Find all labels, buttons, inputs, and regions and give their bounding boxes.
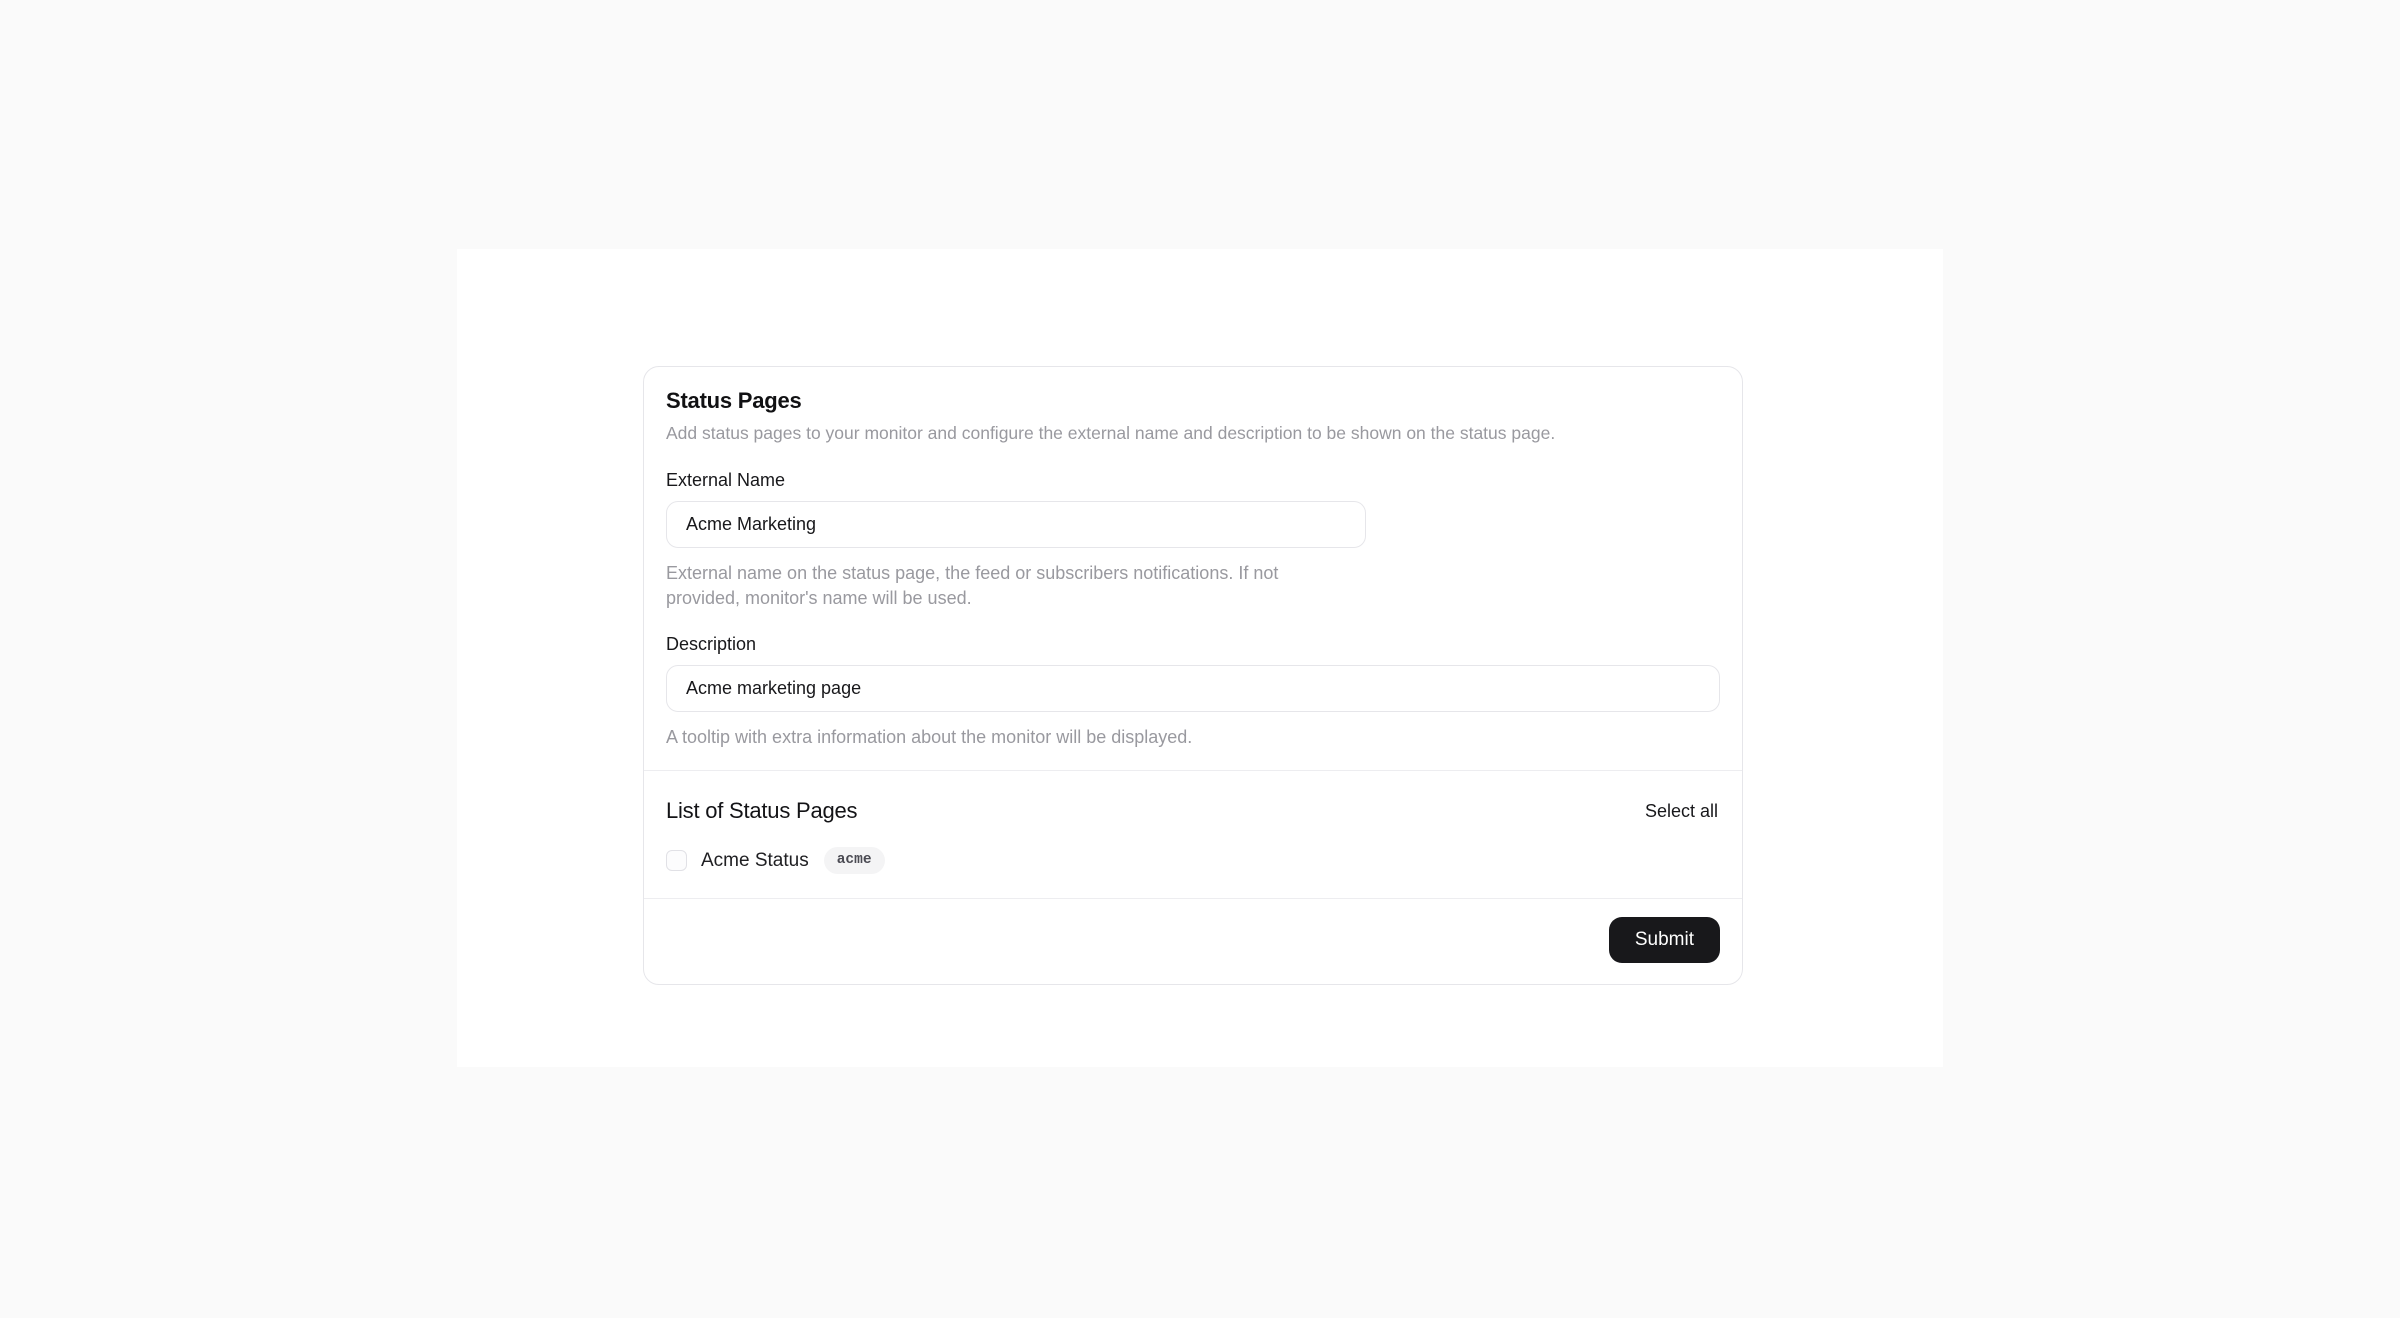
card-footer	[644, 899, 1742, 984]
submit-button[interactable]: Submit	[1609, 917, 1720, 963]
description-field-group	[666, 633, 1720, 750]
status-page-slug-badge: acme	[824, 847, 885, 874]
status-pages-form	[644, 367, 1742, 770]
list-heading: List of Status Pages	[666, 798, 858, 823]
content-surface	[457, 249, 1943, 1067]
select-all-button[interactable]: Select all	[1644, 801, 1718, 821]
list-header	[666, 797, 1720, 825]
external-name-input[interactable]	[666, 501, 1366, 548]
status-page-checkbox[interactable]	[666, 850, 687, 871]
external-name-helper: External name on the status page, the feed or subscribers notifications. If not provided, monitor's name will be used.	[666, 563, 1279, 608]
external-name-label: External Name	[666, 470, 786, 490]
status-pages-card	[643, 366, 1743, 985]
card-title: Status Pages	[666, 388, 802, 413]
description-input[interactable]	[666, 665, 1720, 712]
status-page-list-item	[666, 847, 1720, 874]
status-page-name[interactable]: Acme Status	[701, 850, 809, 871]
description-helper: A tooltip with extra information about the monitor will be displayed.	[666, 727, 1193, 747]
description-label: Description	[666, 634, 757, 654]
status-pages-list-section	[644, 771, 1742, 898]
external-name-field-group	[666, 469, 1720, 611]
card-subtitle: Add status pages to your monitor and configure the external name and description to be shown on the status page.	[666, 423, 1556, 443]
